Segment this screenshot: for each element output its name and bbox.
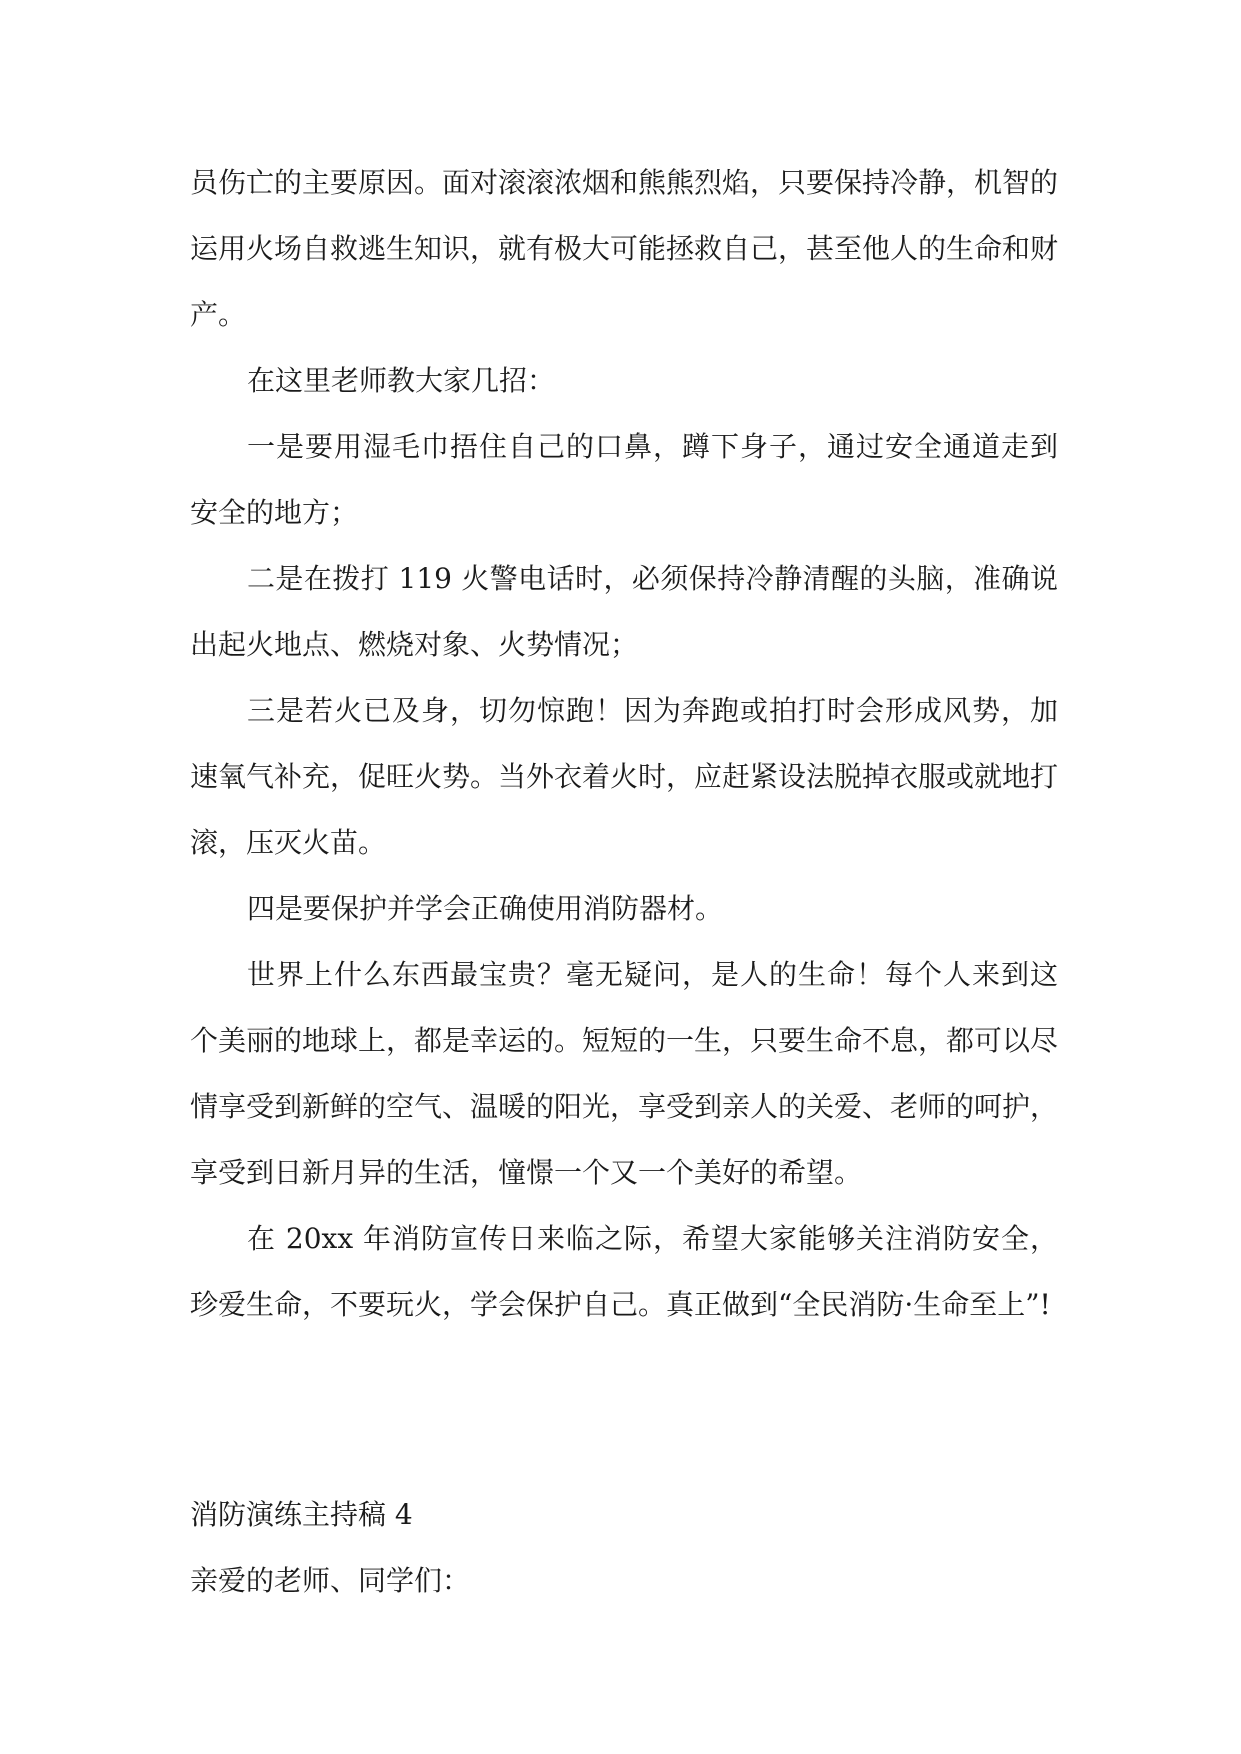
paragraph: 一是要用湿毛巾捂住自己的口鼻，蹲下身子，通过安全通道走到安全的地方； [190,430,1058,529]
section-title: 消防演练主持稿 4 [190,1498,413,1531]
paragraph: 三是若火已及身，切勿惊跑！因为奔跑或拍打时会形成风势，加速氧气补充，促旺火势。当外衣着火时，应赶紧设法脱掉衣服或就地打滚，压灭火苗。 [190,694,1059,859]
section-block [190,1482,1058,1614]
section-greeting: 亲爱的老师、同学们： [190,1564,471,1597]
paragraph: 在 20xx 年消防宣传日来临之际，希望大家能够关注消防安全，珍爱生命，不要玩火，学会保护自己。真正做到“全民消防·生命至上”! [190,1222,1058,1321]
body-text [190,150,1058,1338]
paragraph: 二是在拨打 119 火警电话时，必须保持冷静清醒的头脑，准确说出起火地点、燃烧对象、火势情况； [190,562,1058,661]
paragraph: 世界上什么东西最宝贵？毫无疑问，是人的生命！每个人来到这个美丽的地球上，都是幸运的。短短的一生，只要生命不息，都可以尽情享受到新鲜的空气、温暖的阳光，享受到亲人的关爱、老师的呵护，享受到日新月异的生活，憧憬一个又一个美好的希望。 [190,958,1059,1189]
paragraph: 员伤亡的主要原因。面对滚滚浓烟和熊熊烈焰，只要保持冷静，机智的运用火场自救逃生知识，就有极大可能拯救自己，甚至他人的生命和财产。 [190,166,1059,331]
paragraph: 在这里老师教大家几招： [247,364,556,397]
paragraph: 四是要保护并学会正确使用消防器材。 [247,892,724,925]
